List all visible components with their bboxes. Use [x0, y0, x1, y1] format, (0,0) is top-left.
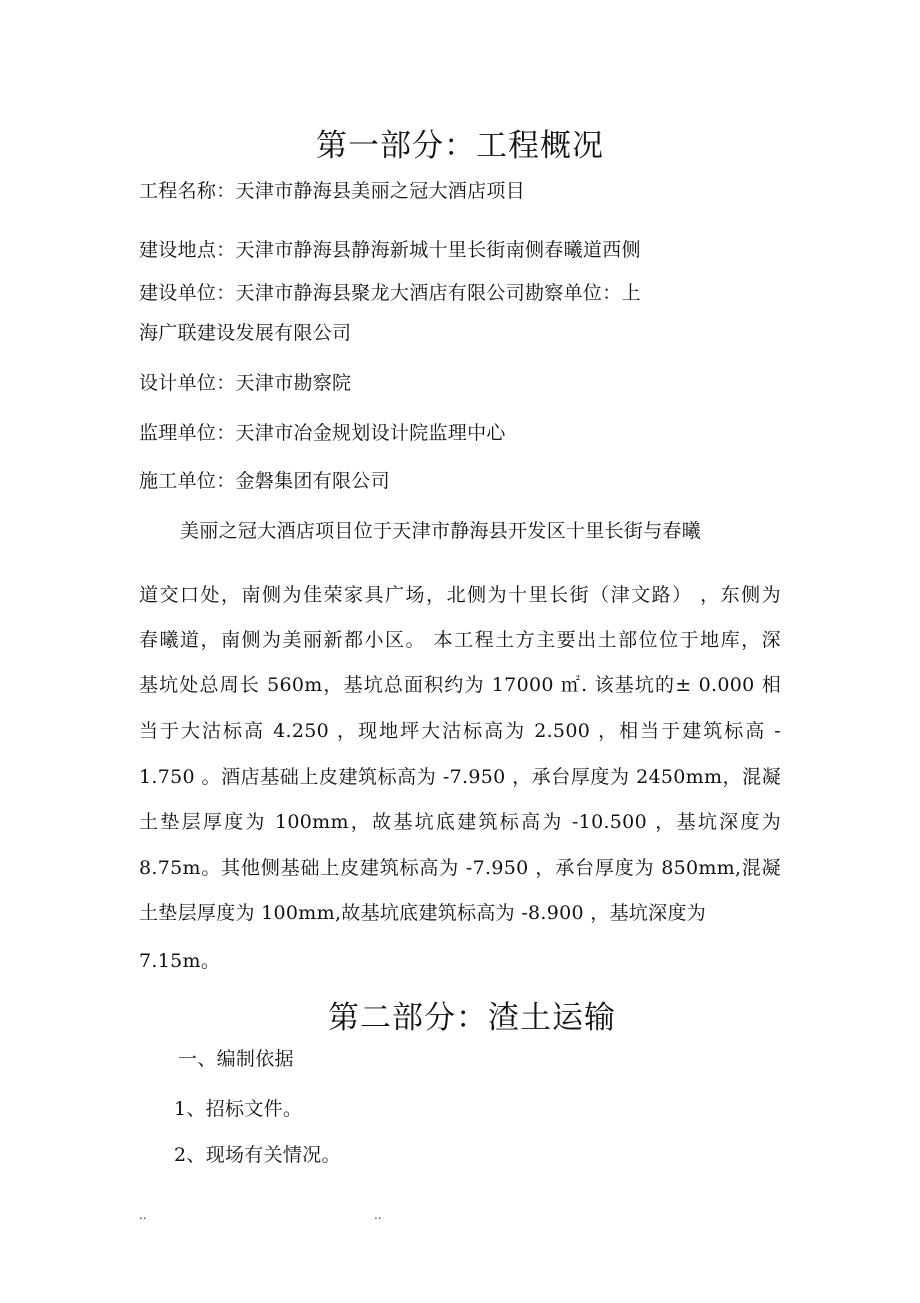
- description-line-1: 美丽之冠大酒店项目位于天津市静海县开发区十里长街与春曦: [180, 520, 702, 542]
- construction-unit: 施工单位：金磐集团有限公司: [139, 470, 390, 492]
- builder-line-1: 建设单位：天津市静海县聚龙大酒店有限公司勘察单位：上: [139, 282, 641, 304]
- part1-title: 第一部分：工程概况: [316, 128, 604, 164]
- part2-title: 第二部分：渣土运输: [328, 1000, 616, 1036]
- description-line-10: 7.15m。: [139, 950, 221, 972]
- footer-mark-right: ..: [374, 1208, 382, 1222]
- design-unit: 设计单位：天津市勘察院: [139, 372, 352, 394]
- basis-item-2: 2、现场有关情况。: [174, 1144, 341, 1166]
- description-line-6: 1.750 。酒店基础上皮建筑标高为 -7.950 ，承台厚度为 2450mm，混凝: [139, 766, 781, 788]
- construction-location: 建设地点：天津市静海县静海新城十里长街南侧春曦道西侧: [139, 239, 641, 261]
- description-line-5: 当于大沽标高 4.250 ，现地坪大沽标高为 2.500 ，相当于建筑标高 -: [139, 720, 781, 742]
- section-basis-heading: 一、编制依据: [178, 1048, 294, 1070]
- description-line-9: 土垫层厚度为 100mm,故基坑底建筑标高为 -8.900 ，基坑深度为: [139, 902, 707, 924]
- description-line-4: 基坑处总周长 560m，基坑总面积约为 17000 ㎡. 该基坑的± 0.000 相: [139, 674, 781, 696]
- description-line-2: 道交口处，南侧为佳荣家具广场，北侧为十里长街（津文路） ，东侧为: [139, 584, 781, 606]
- basis-item-1: 1、招标文件。: [174, 1098, 303, 1120]
- description-line-8: 8.75m。其他侧基础上皮建筑标高为 -7.950 ，承台厚度为 850mm,混凝: [139, 857, 781, 879]
- description-line-3: 春曦道，南侧为美丽新都小区。 本工程土方主要出土部位位于地库，深: [139, 629, 781, 651]
- project-name: 工程名称：天津市静海县美丽之冠大酒店项目: [139, 180, 526, 202]
- builder-line-2: 海广联建设发展有限公司: [139, 322, 352, 344]
- supervision-unit: 监理单位：天津市冶金规划设计院监理中心: [139, 422, 506, 444]
- footer-mark-left: ..: [139, 1208, 147, 1222]
- description-line-7: 土垫层厚度为 100mm，故基坑底建筑标高为 -10.500 ，基坑深度为: [139, 811, 781, 833]
